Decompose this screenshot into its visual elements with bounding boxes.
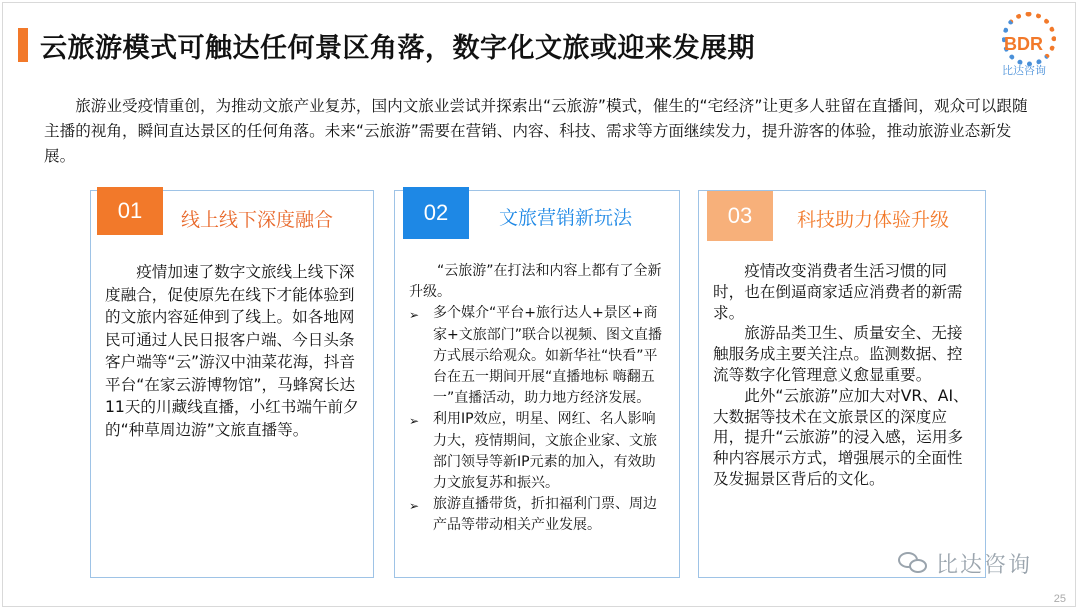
card-paragraph: 此外“云旅游”应加大对VR、AI、大数据等技术在文旅景区的深度应用，提升“云旅游”的浸入感，运用多种内容展示方式，增强展示的全面性及发掘景区背后的文化。 [713, 386, 969, 488]
arrow-bullet-icon: ➢ [409, 499, 420, 514]
logo-subtitle: 比达咨询 [1002, 64, 1046, 77]
list-item [409, 494, 667, 536]
card-body [409, 261, 667, 537]
card-technology [698, 190, 986, 578]
card-marketing [394, 190, 680, 578]
card-paragraph: 疫情加速了数字文旅线上线下深度融合，促使原先在线下才能体验到的文旅内容延伸到了线上。如各地网民可通过人民日报客户端、今日头条客户端等“云”游汉中油菜花海，抖音平台“在家云游博物馆”，马蜂窝长达11天的川藏线直播，小红书端午前夕的“种草周边游”文旅直播等。 [105, 263, 359, 439]
bullet-text: 旅游直播带货，折扣福利门票、周边产品等带动相关产业发展。 [433, 496, 657, 534]
arrow-bullet-icon: ➢ [409, 414, 420, 429]
card-number-badge: 03 [707, 191, 773, 241]
card-heading: 线上线下深度融合 [181, 209, 334, 231]
list-item [409, 303, 667, 409]
logo-text: BDR [1004, 34, 1043, 54]
bdr-logo [996, 12, 1066, 78]
card-heading: 科技助力体验升级 [797, 209, 950, 231]
intro-paragraph: 旅游业受疫情重创，为推动文旅产业复苏，国内文旅业尝试并探索出“云旅游”模式，催生的“宅经济”让更多人驻留在直播间，观众可以跟随主播的视角，瞬间直达景区的任何角落。未来“云旅游”需要在营销、内容、科技、需求等方面继续发力，提升游客的体验，推动旅游业态新发展。 [44, 97, 1028, 165]
card-paragraph: 疫情改变消费者生活习惯的同时，也在倒逼商家适应消费者的新需求。 [713, 262, 963, 322]
card-intro: “云旅游”在打法和内容上都有了全新升级。 [409, 263, 662, 301]
watermark-label: 比达咨询 [936, 552, 1033, 578]
bullet-text: 多个媒介“平台+旅行达人+景区+商家+文旅部门”联合以视频、图文直播方式展示给观众。如新华社“快看”平台在五一期间开展“直播地标 嗨翻五一”直播活动，助力地方经济发展。 [433, 305, 662, 407]
card-number-badge: 01 [97, 187, 163, 235]
card-integration [90, 190, 374, 578]
bullet-text: 利用IP效应，明星、网红、名人影响力大，疫情期间，文旅企业家、文旅部门领导等新IP元素的加入，有效助力文旅复苏和振兴。 [433, 411, 657, 492]
card-body [105, 261, 361, 441]
card-heading: 文旅营销新玩法 [499, 207, 633, 229]
page-number: 25 [1053, 593, 1066, 605]
title-accent-bar [18, 28, 28, 62]
wechat-icon [898, 550, 928, 576]
list-item [409, 409, 667, 494]
arrow-bullet-icon: ➢ [409, 308, 420, 323]
slide-title: 云旅游模式可触达任何景区角落，数字化文旅或迎来发展期 [40, 33, 755, 64]
card-number-badge: 02 [403, 187, 469, 239]
wechat-watermark [898, 546, 1032, 580]
card-body [713, 261, 973, 490]
card-paragraph: 旅游品类卫生、质量安全、无接触服务成主要关注点。监测数据、控流等数字化管理意义愈显重要。 [713, 324, 963, 384]
